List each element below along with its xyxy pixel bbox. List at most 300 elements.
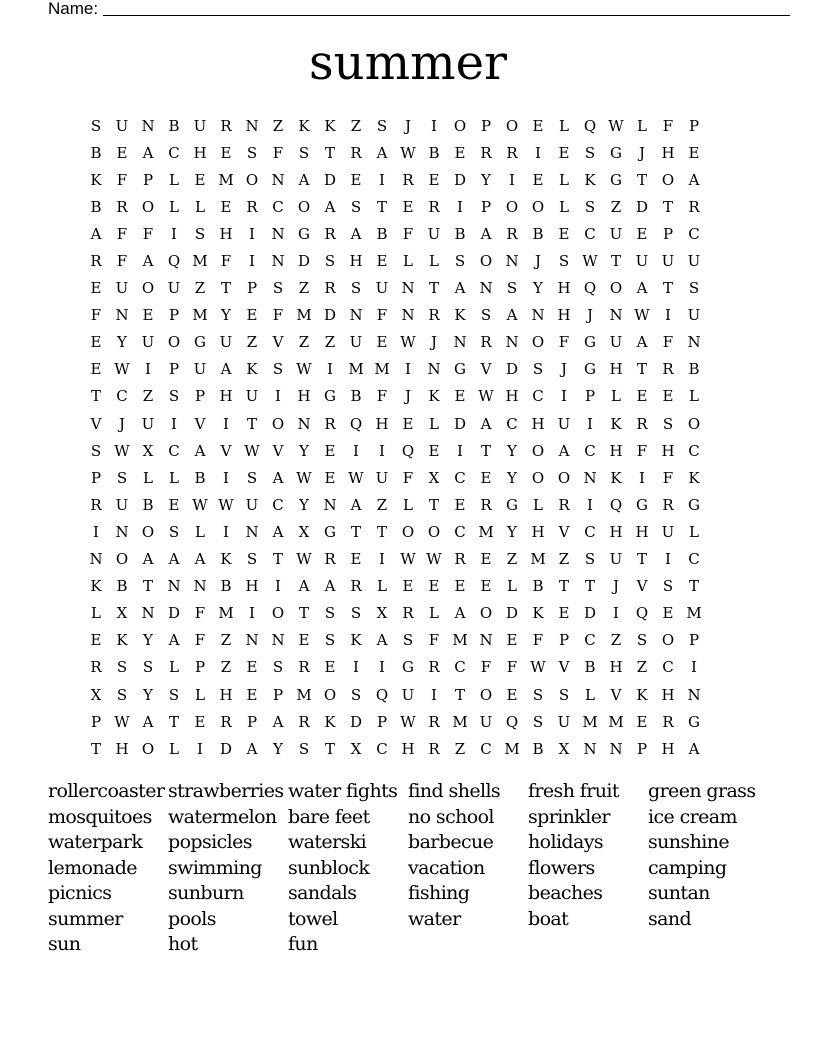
grid-letter: L	[637, 116, 647, 135]
grid-letter: O	[141, 522, 155, 541]
word-list	[48, 779, 778, 958]
grid-letter: E	[246, 685, 258, 704]
grid-letter: B	[532, 577, 544, 596]
grid-letter: Q	[375, 685, 389, 704]
grid-letter: O	[479, 604, 493, 623]
grid-letter: X	[142, 441, 154, 460]
grid-letter: E	[662, 387, 674, 406]
grid-letter: E	[558, 143, 570, 162]
grid-letter: G	[688, 712, 700, 731]
grid-letter: O	[505, 197, 519, 216]
grid-letter: A	[350, 495, 362, 514]
grid-letter: I	[171, 414, 177, 433]
grid-letter: C	[506, 414, 518, 433]
grid-letter: E	[506, 685, 518, 704]
word-list-item: water fights	[288, 780, 398, 802]
word-list-item: waterpark	[48, 831, 143, 853]
grid-letter: O	[479, 685, 493, 704]
grid-letter: U	[427, 224, 441, 243]
grid-letter: Y	[507, 468, 517, 487]
grid-letter: Z	[558, 550, 570, 569]
grid-letter: G	[454, 360, 466, 379]
word-list-item: vacation	[408, 856, 485, 879]
grid-letter: Y	[299, 495, 309, 514]
grid-letter: K	[636, 685, 648, 704]
grid-letter: T	[428, 495, 439, 514]
grid-letter: R	[90, 658, 102, 677]
grid-letter: E	[376, 252, 388, 271]
grid-letter: O	[531, 333, 545, 352]
grid-letter: U	[141, 333, 155, 352]
grid-letter: N	[323, 495, 337, 514]
grid-letter: A	[688, 170, 700, 189]
grid-letter: Z	[454, 739, 466, 758]
grid-letter: Y	[273, 739, 283, 758]
grid-letter: H	[375, 414, 389, 433]
grid-letter: N	[401, 279, 415, 298]
grid-letter: T	[90, 739, 101, 758]
grid-letter: N	[531, 306, 545, 325]
grid-letter: R	[428, 658, 440, 677]
grid-letter: Q	[349, 414, 363, 433]
grid-letter: W	[530, 658, 546, 677]
grid-letter: F	[428, 631, 440, 650]
grid-letter: R	[636, 414, 648, 433]
grid-letter: N	[115, 306, 129, 325]
grid-letter: E	[636, 712, 648, 731]
grid-letter: C	[272, 495, 284, 514]
grid-letter: J	[638, 143, 645, 162]
grid-letter: P	[636, 739, 648, 758]
grid-letter: I	[431, 116, 437, 135]
grid-letter: S	[324, 604, 336, 623]
grid-letter: K	[116, 631, 128, 650]
grid-letter: C	[584, 224, 596, 243]
grid-letter: B	[168, 116, 180, 135]
grid-letter: S	[272, 360, 284, 379]
grid-letter: P	[168, 306, 180, 325]
grid-letter: J	[612, 577, 619, 596]
grid-letter: I	[197, 739, 203, 758]
grid-letter: M	[218, 604, 234, 623]
grid-letter: A	[688, 739, 700, 758]
grid-letter: A	[480, 414, 492, 433]
grid-letter: I	[431, 685, 437, 704]
grid-letter: F	[662, 116, 674, 135]
grid-letter: I	[379, 170, 385, 189]
grid-letter: U	[375, 279, 389, 298]
grid-letter: W	[400, 143, 416, 162]
grid-letter: S	[324, 631, 336, 650]
grid-letter: Y	[221, 306, 231, 325]
word-list-item: water	[408, 907, 461, 930]
grid-letter: E	[558, 604, 570, 623]
grid-letter: R	[298, 712, 310, 731]
grid-letter: R	[688, 197, 700, 216]
grid-letter: A	[376, 631, 388, 650]
grid-letter: H	[297, 387, 311, 406]
grid-letter: M	[192, 252, 208, 271]
grid-letter: Z	[272, 116, 284, 135]
grid-letter: H	[245, 577, 259, 596]
grid-letter: B	[90, 197, 102, 216]
grid-letter: T	[350, 522, 361, 541]
grid-letter: Y	[481, 170, 491, 189]
grid-letter: Z	[506, 550, 518, 569]
grid-letter: E	[298, 631, 310, 650]
word-list-item: watermelon	[168, 805, 277, 828]
grid-letter: N	[609, 739, 623, 758]
grid-letter: O	[271, 414, 285, 433]
grid-letter: L	[689, 387, 699, 406]
grid-letter: I	[587, 414, 593, 433]
grid-letter: K	[454, 306, 466, 325]
grid-letter: F	[480, 658, 492, 677]
grid-letter: O	[505, 116, 519, 135]
grid-letter: B	[454, 224, 466, 243]
grid-letter: N	[271, 252, 285, 271]
grid-letter: O	[167, 333, 181, 352]
word-list-item: fun	[288, 933, 318, 955]
grid-letter: X	[116, 604, 128, 623]
grid-letter: N	[609, 306, 623, 325]
word-list-item: waterski	[288, 831, 367, 853]
grid-letter: I	[457, 197, 463, 216]
name-field	[48, 0, 748, 22]
grid-letter: Y	[507, 522, 517, 541]
grid-letter: W	[348, 468, 364, 487]
grid-letter: T	[636, 170, 647, 189]
grid-letter: T	[376, 522, 387, 541]
grid-letter: N	[505, 333, 519, 352]
grid-letter: Q	[583, 279, 597, 298]
grid-letter: H	[661, 143, 675, 162]
grid-letter: A	[272, 468, 284, 487]
letter-grid	[83, 112, 707, 762]
grid-letter: O	[661, 170, 675, 189]
grid-letter: O	[531, 197, 545, 216]
grid-letter: H	[531, 522, 545, 541]
grid-letter: X	[558, 739, 570, 758]
grid-letter: R	[428, 197, 440, 216]
grid-letter: E	[220, 143, 232, 162]
grid-letter: H	[557, 279, 571, 298]
grid-letter: B	[90, 143, 102, 162]
grid-letter: W	[400, 333, 416, 352]
grid-letter: B	[376, 224, 388, 243]
grid-letter: C	[662, 658, 674, 677]
grid-letter: F	[532, 631, 544, 650]
grid-letter: U	[687, 252, 701, 271]
word-list-item: green grass	[648, 780, 756, 802]
grid-letter: T	[584, 577, 595, 596]
grid-letter: M	[530, 550, 546, 569]
grid-letter: T	[480, 441, 491, 460]
grid-letter: T	[454, 685, 465, 704]
grid-letter: P	[90, 468, 102, 487]
grid-letter: D	[349, 712, 363, 731]
grid-letter: E	[142, 306, 154, 325]
word-list-item: strawberries	[168, 780, 284, 802]
grid-letter: A	[142, 143, 154, 162]
grid-letter: R	[480, 333, 492, 352]
grid-letter: N	[687, 333, 701, 352]
word-list-item: pools	[168, 907, 216, 930]
grid-letter: U	[219, 333, 233, 352]
grid-letter: F	[116, 252, 128, 271]
grid-letter: C	[688, 550, 700, 569]
word-list-item: hot	[168, 933, 198, 955]
grid-letter: S	[90, 441, 102, 460]
grid-letter: R	[454, 550, 466, 569]
grid-letter: H	[401, 739, 415, 758]
grid-letter: J	[560, 360, 567, 379]
grid-letter: R	[116, 197, 128, 216]
grid-letter: T	[142, 577, 153, 596]
grid-letter: H	[557, 306, 571, 325]
grid-letter: H	[219, 387, 233, 406]
grid-letter: M	[608, 712, 624, 731]
grid-letter: U	[349, 333, 363, 352]
grid-letter: Z	[246, 333, 258, 352]
grid-letter: F	[90, 306, 102, 325]
grid-letter: M	[452, 631, 468, 650]
grid-letter: C	[454, 522, 466, 541]
grid-letter: G	[584, 333, 596, 352]
grid-letter: U	[609, 333, 623, 352]
grid-letter: N	[141, 604, 155, 623]
grid-letter: G	[506, 495, 518, 514]
grid-letter: T	[220, 279, 231, 298]
grid-letter: H	[609, 441, 623, 460]
grid-letter: T	[298, 604, 309, 623]
grid-letter: O	[115, 550, 129, 569]
grid-letter: N	[583, 739, 597, 758]
grid-letter: M	[296, 306, 312, 325]
grid-letter: A	[272, 712, 284, 731]
grid-letter: V	[610, 685, 622, 704]
grid-letter: L	[143, 468, 153, 487]
grid-letter: P	[480, 197, 492, 216]
grid-letter: Q	[505, 712, 519, 731]
grid-letter: K	[532, 604, 544, 623]
grid-letter: Y	[143, 631, 153, 650]
grid-letter: A	[324, 197, 336, 216]
grid-letter: J	[404, 116, 411, 135]
grid-letter: A	[142, 712, 154, 731]
grid-letter: M	[504, 739, 520, 758]
grid-letter: V	[272, 333, 284, 352]
grid-letter: U	[167, 279, 181, 298]
grid-letter: E	[454, 577, 466, 596]
grid-letter: T	[246, 414, 257, 433]
grid-letter: S	[532, 685, 544, 704]
grid-letter: W	[634, 306, 650, 325]
grid-letter: O	[479, 252, 493, 271]
grid-letter: D	[453, 170, 467, 189]
grid-letter: I	[379, 550, 385, 569]
grid-letter: H	[193, 143, 207, 162]
grid-letter: Y	[533, 279, 543, 298]
grid-letter: S	[454, 252, 466, 271]
grid-letter: S	[116, 685, 128, 704]
grid-letter: G	[324, 522, 336, 541]
grid-letter: R	[90, 252, 102, 271]
grid-letter: I	[353, 658, 359, 677]
grid-letter: P	[246, 712, 258, 731]
grid-letter: H	[349, 252, 363, 271]
grid-letter: G	[194, 333, 206, 352]
grid-letter: F	[194, 604, 206, 623]
grid-letter: D	[167, 604, 181, 623]
grid-letter: R	[324, 550, 336, 569]
grid-letter: A	[454, 279, 466, 298]
grid-letter: S	[688, 279, 700, 298]
word-list-item: sunburn	[168, 882, 244, 904]
grid-letter: O	[245, 170, 259, 189]
grid-letter: K	[350, 631, 362, 650]
grid-letter: S	[168, 387, 180, 406]
grid-letter: N	[245, 116, 259, 135]
grid-letter: Z	[350, 116, 362, 135]
grid-letter: I	[561, 387, 567, 406]
grid-letter: N	[271, 631, 285, 650]
grid-letter: H	[219, 224, 233, 243]
word-list-item: lemonade	[48, 856, 137, 879]
grid-letter: V	[558, 522, 570, 541]
grid-letter: A	[194, 550, 206, 569]
grid-letter: W	[192, 495, 208, 514]
page-title: summer	[309, 35, 507, 91]
grid-letter: F	[220, 252, 232, 271]
grid-letter: B	[428, 143, 440, 162]
grid-letter: D	[323, 306, 337, 325]
grid-letter: N	[297, 414, 311, 433]
grid-letter: K	[688, 468, 700, 487]
grid-letter: M	[686, 604, 702, 623]
grid-letter: T	[90, 387, 101, 406]
grid-letter: Q	[401, 441, 415, 460]
grid-letter: O	[687, 414, 701, 433]
grid-letter: F	[506, 658, 518, 677]
grid-letter: V	[636, 577, 648, 596]
grid-letter: D	[453, 414, 467, 433]
grid-letter: L	[169, 170, 179, 189]
word-list-item: sunblock	[288, 856, 370, 879]
grid-letter: R	[428, 712, 440, 731]
grid-letter: E	[90, 360, 102, 379]
grid-letter: L	[429, 252, 439, 271]
grid-letter: D	[635, 197, 649, 216]
grid-letter: M	[478, 522, 494, 541]
grid-letter: R	[324, 414, 336, 433]
grid-letter: K	[610, 468, 622, 487]
grid-letter: C	[480, 739, 492, 758]
word-list-item: fishing	[408, 882, 470, 904]
grid-letter: O	[661, 631, 675, 650]
grid-letter: T	[688, 577, 699, 596]
grid-letter: S	[558, 685, 570, 704]
grid-letter: S	[558, 252, 570, 271]
grid-letter: E	[90, 333, 102, 352]
grid-letter: E	[402, 197, 414, 216]
grid-letter: P	[142, 170, 154, 189]
grid-letter: U	[375, 468, 389, 487]
grid-letter: X	[428, 468, 440, 487]
grid-letter: B	[194, 468, 206, 487]
grid-letter: A	[480, 224, 492, 243]
grid-letter: N	[167, 577, 181, 596]
grid-letter: P	[480, 116, 492, 135]
grid-letter: U	[401, 685, 415, 704]
grid-letter: O	[609, 279, 623, 298]
word-list-item: towel	[288, 907, 338, 930]
grid-letter: C	[454, 658, 466, 677]
grid-letter: L	[429, 604, 439, 623]
word-list-item: suntan	[648, 882, 710, 904]
grid-letter: H	[115, 739, 129, 758]
grid-letter: A	[272, 522, 284, 541]
grid-letter: T	[324, 143, 335, 162]
grid-letter: T	[324, 739, 335, 758]
grid-letter: E	[324, 468, 336, 487]
grid-letter: T	[636, 360, 647, 379]
grid-letter: L	[689, 522, 699, 541]
grid-letter: S	[532, 712, 544, 731]
grid-letter: U	[115, 279, 129, 298]
word-list-item: boat	[528, 907, 569, 930]
grid-letter: I	[457, 441, 463, 460]
word-list-item: find shells	[408, 780, 501, 802]
grid-letter: F	[662, 468, 674, 487]
grid-letter: D	[219, 739, 233, 758]
grid-letter: U	[557, 712, 571, 731]
grid-letter: C	[584, 631, 596, 650]
grid-letter: K	[428, 387, 440, 406]
grid-letter: I	[613, 604, 619, 623]
grid-letter: S	[272, 658, 284, 677]
grid-letter: L	[377, 577, 387, 596]
grid-letter: W	[426, 550, 442, 569]
grid-letter: D	[505, 604, 519, 623]
grid-letter: J	[118, 414, 125, 433]
grid-letter: E	[532, 116, 544, 135]
grid-letter: F	[402, 468, 414, 487]
grid-letter: E	[246, 658, 258, 677]
grid-letter: E	[402, 414, 414, 433]
grid-letter: W	[114, 360, 130, 379]
grid-letter: A	[142, 550, 154, 569]
grid-letter: U	[245, 387, 259, 406]
grid-letter: O	[531, 441, 545, 460]
grid-letter: O	[141, 279, 155, 298]
grid-letter: T	[272, 550, 283, 569]
word-list-item: sprinkler	[528, 805, 610, 828]
grid-letter: L	[169, 197, 179, 216]
grid-letter: G	[636, 495, 648, 514]
grid-letter: B	[350, 387, 362, 406]
name-underline	[103, 15, 790, 16]
grid-letter: G	[402, 658, 414, 677]
word-list-item: holidays	[528, 831, 604, 853]
grid-letter: N	[401, 306, 415, 325]
grid-letter: O	[401, 522, 415, 541]
grid-letter: N	[193, 577, 207, 596]
grid-letter: I	[275, 577, 281, 596]
grid-letter: E	[454, 495, 466, 514]
grid-letter: S	[584, 197, 596, 216]
grid-letter: N	[245, 522, 259, 541]
